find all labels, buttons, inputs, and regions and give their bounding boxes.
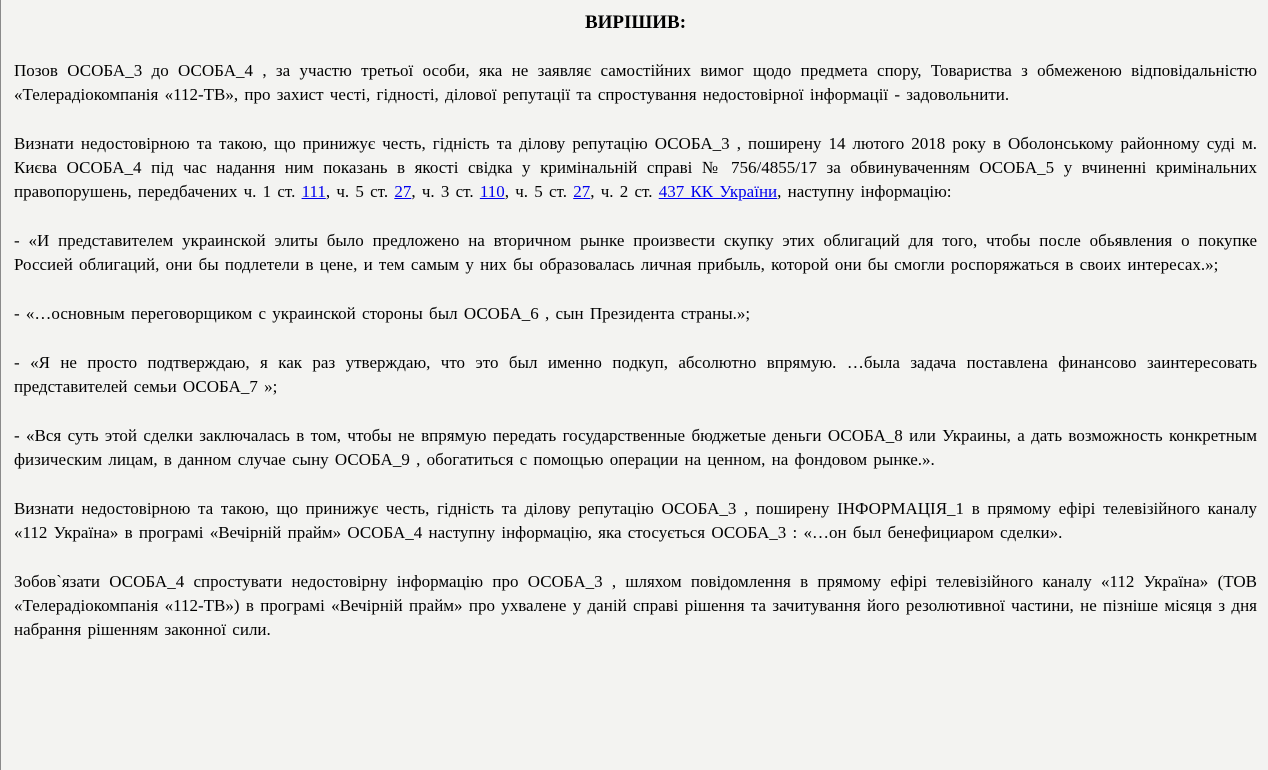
law-article-link[interactable]: 437 КК України	[658, 182, 778, 201]
paragraph: Визнати недостовірною та такою, що принижує честь, гідність та ділову репутацію ОСОБА_3 , поширену 14 лютого 2018 року в Оболонському районному суді м. Києва ОСОБА_4 під час надання ним показань в якості свідка у кримінальній справі № 756/4855/17 за обвинуваченням ОСОБА_5 у вчиненні кримінальних правопорушень, передбачених ч. 1 ст. 111, ч. 5 ст. 27, ч. 3 ст. 110, ч. 5 ст. 27, ч. 2 ст. 437 КК України, наступну інформацію:	[14, 134, 1257, 201]
paragraph: Позов ОСОБА_3 до ОСОБА_4 , за участю третьої особи, яка не заявляє самостійних вимог щодо предмета спору, Товариства з обмеженою відповідальністю «Телерадіокомпанія «112-ТВ», про захист честі, гідності, ділової репутації та спростування недостовірної інформації - задовольнити.	[14, 61, 1257, 104]
paragraph: Визнати недостовірною та такою, що принижує честь, гідність та ділову репутацію ОСОБА_3 , поширену ІНФОРМАЦІЯ_1 в прямому ефірі телевізійного каналу «112 Україна» в програмі «Вечірній прайм» ОСОБА_4 наступну інформацію, яка стосується ОСОБА_3 : «…он был бенефициаром сделки».	[14, 499, 1257, 542]
decision-heading: ВИРІШИВ:	[584, 12, 687, 33]
paragraph: - «Вся суть этой сделки заключалась в том, чтобы не впрямую передать государственные бюджетые деньги ОСОБА_8 или Украины, а дать возможность конкретным физическим лицам, в данном случае сыну ОСОБА_9 , обогатиться с помощью операции на ценном, на фондовом рынке.».	[14, 426, 1257, 469]
law-article-link[interactable]: 27	[394, 182, 412, 201]
law-article-link[interactable]: 110	[479, 182, 505, 201]
law-article-link[interactable]: 111	[301, 182, 326, 201]
paragraph: - «…основным переговорщиком с украинской стороны был ОСОБА_6 , сын Президента страны.»;	[14, 304, 751, 323]
paragraph: - «И представителем украинской элиты было предложено на вторичном рынке произвести скупку этих облигаций для того, чтобы после обьявления о покупке Россией облигаций, они бы подлетели в цене, и тем самым у них бы образовалась личная прибыль, которой они бы смогли роспоряжаться в своих интересах.»;	[14, 231, 1257, 274]
paragraph: Зобов`язати ОСОБА_4 спростувати недостовірну інформацію про ОСОБА_3 , шляхом повідомлення в прямому ефірі телевізійного каналу «112 Україна» (ТОВ «Телерадіокомпанія «112-ТВ») в програмі «Вечірній прайм» про ухвалене у даній справі рішення та зачитування його резолютивної частини, не пізніше місяця з дня набрання рішенням законної сили.	[14, 572, 1257, 639]
law-article-link[interactable]: 27	[573, 182, 591, 201]
paragraph: - «Я не просто подтверждаю, я как раз утверждаю, что это был именно подкуп, абсолютно впрямую. …была задача поставлена финансово заинтересовать представителей семьи ОСОБА_7 »;	[14, 353, 1257, 396]
decision-body	[14, 59, 1257, 642]
